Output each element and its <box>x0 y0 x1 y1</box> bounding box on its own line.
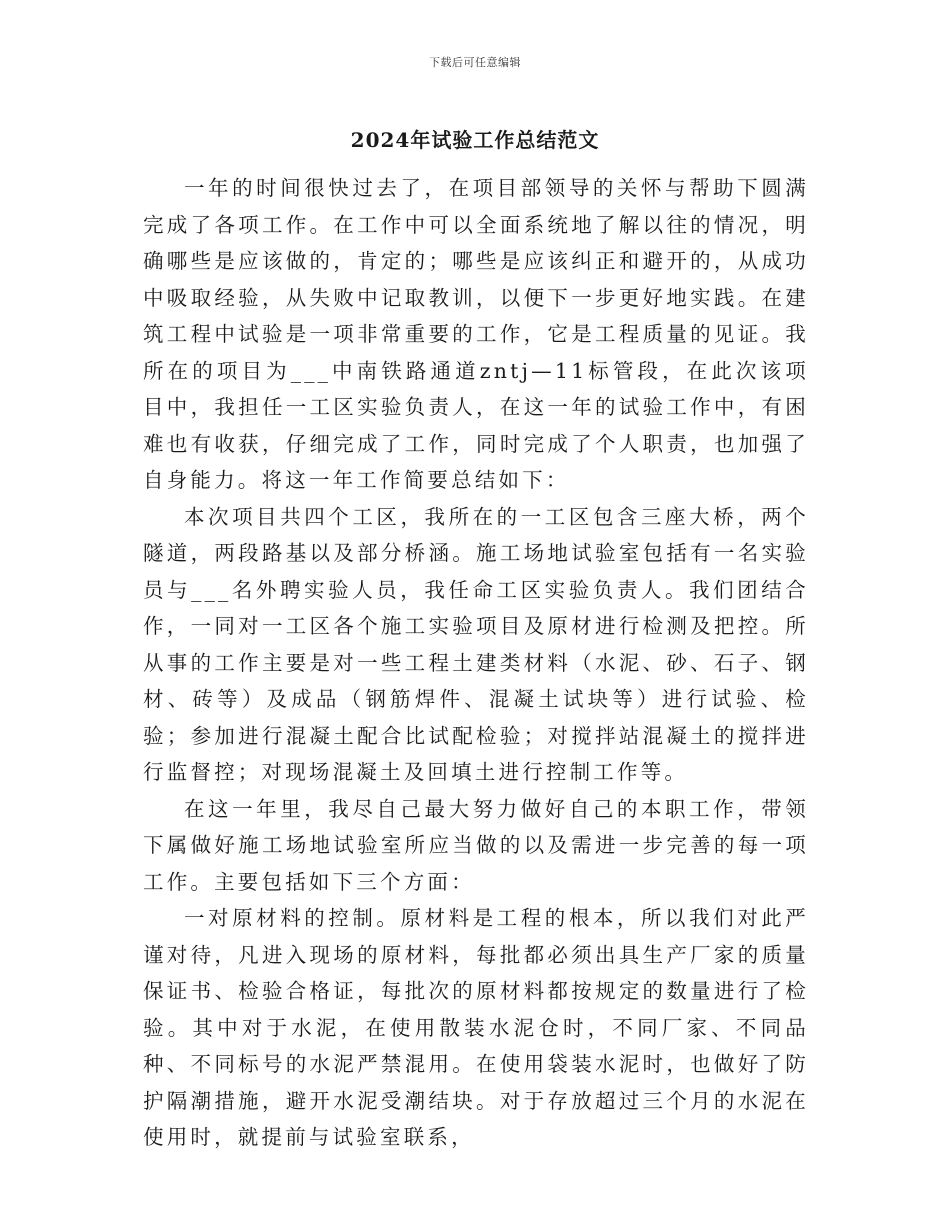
paragraph-4: 一对原材料的控制。原材料是工程的根本，所以我们对此严谨对待，凡进入现场的原材料，每批都必须出具生产厂家的质量保证书、检验合格证，每批次的原材料都按规定的数量进行了检验。其中对于水泥，在使用散装水泥仓时，不同厂家、不同品种、不同标号的水泥严禁混用。在使用袋装水泥时，也做好了防护隔潮措施，避开水泥受潮结块。对于存放超过三个月的水泥在使用时，就提前与试验室联系， <box>143 906 809 1149</box>
paragraph-1: 一年的时间很快过去了，在项目部领导的关怀与帮助下圆满完成了各项工作。在工作中可以全面系统地了解以往的情况，明确哪些是应该做的，肯定的；哪些是应该纠正和避开的，从成功中吸取经验，从失败中记取教训，以便下一步更好地实践。在建筑工程中试验是一项非常重要的工作，它是工程质量的见证。我所在的项目为___中南铁路通道zntj—11标管段，在此次该项目中，我担任一工区实验负责人，在这一年的试验工作中，有困难也有收获，仔细完成了工作，同时完成了个人职责，也加强了自身能力。将这一年工作简要总结如下： <box>143 176 809 492</box>
document-body <box>143 170 809 1156</box>
header-note: 下载后可任意编辑 <box>429 56 521 69</box>
document-title: 2024年试验工作总结范文 <box>350 128 600 152</box>
paragraph-3: 在这一年里，我尽自己最大努力做好自己的本职工作，带领下属做好施工场地试验室所应当做的以及需进一步完善的每一项工作。主要包括如下三个方面： <box>143 796 809 894</box>
paragraph-2: 本次项目共四个工区，我所在的一工区包含三座大桥，两个隧道，两段路基以及部分桥涵。施工场地试验室包括有一名实验员与___名外聘实验人员，我任命工区实验负责人。我们团结合作，一同对一工区各个施工实验项目及原材进行检测及把控。所从事的工作主要是对一些工程土建类材料（水泥、砂、石子、钢材、砖等）及成品（钢筋焊件、混凝土试块等）进行试验、检验；参加进行混凝土配合比试配检验；对搅拌站混凝土的搅拌进行监督控；对现场混凝土及回填土进行控制工作等。 <box>143 504 809 784</box>
